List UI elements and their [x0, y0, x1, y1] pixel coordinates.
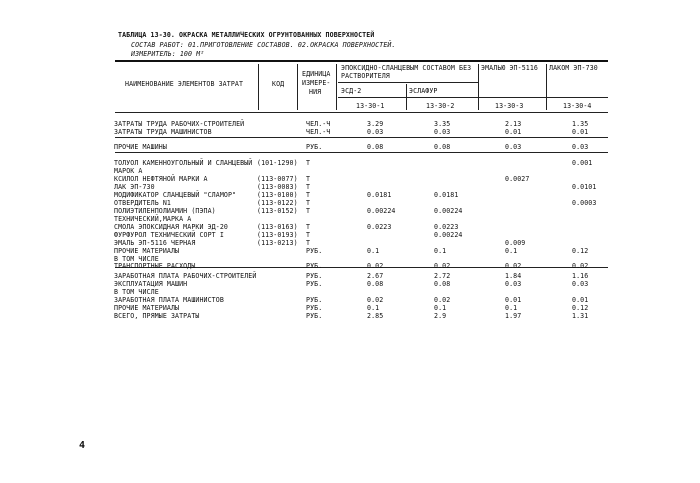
row-value: 0.1: [434, 304, 447, 312]
row-unit: РУБ.: [306, 280, 323, 288]
row-value: 1.35: [572, 120, 589, 128]
row-value: 0.001: [572, 159, 593, 167]
row-value: 2.13: [505, 120, 522, 128]
row-code: (113-0083): [257, 183, 298, 191]
row-value: 2.72: [434, 272, 451, 280]
row-unit: РУБ.: [306, 304, 323, 312]
row-name: ПРОЧИЕ МАТЕРИАЛЫ: [114, 247, 180, 255]
row-name: ЭМАЛЬ ЭП-5116 ЧЕРНАЯ: [114, 239, 196, 247]
code-header-2: 13-30-2: [426, 102, 455, 110]
code-column-header: КОД: [272, 80, 285, 88]
values-col-divider: [336, 64, 337, 110]
row-code: (113-0213): [257, 239, 298, 247]
row-value: 0.08: [367, 143, 384, 151]
row-name: ЗАРАБОТНАЯ ПЛАТА РАБОЧИХ-СТРОИТЕЛЕЙ: [114, 272, 257, 280]
row-name: ТЕХНИЧЕСКИЙ,МАРКА А: [114, 215, 192, 223]
row-value: 0.1: [505, 304, 518, 312]
code-header-1: 13-30-1: [356, 102, 385, 110]
row-value: 0.01: [572, 296, 589, 304]
section-separator: [115, 152, 608, 153]
row-value: 0.1: [434, 247, 447, 255]
row-code: (113-0100): [257, 191, 298, 199]
row-unit: Т: [306, 191, 311, 199]
row-unit: Т: [306, 231, 311, 239]
row-value: 3.29: [367, 120, 384, 128]
header-bottom-rule: [115, 112, 608, 113]
row-code: (101-1290): [257, 159, 298, 167]
header-mid-rule: [338, 97, 608, 98]
row-value: 0.0181: [434, 191, 459, 199]
row-name: МАРОК А: [114, 167, 143, 175]
row-code: (113-0193): [257, 231, 298, 239]
unit-column-header-1: ЕДИНИЦА: [302, 70, 331, 78]
row-name: ПРОЧИЕ МАТЕРИАЛЫ: [114, 304, 180, 312]
row-value: 1.31: [572, 312, 589, 320]
row-name: СМОЛА ЭПОКСИДНАЯ МАРКИ ЭД-20: [114, 223, 228, 231]
row-value: 0.1: [367, 247, 380, 255]
row-name: ОТВЕРДИТЕЛЬ N1: [114, 199, 171, 207]
row-name: В ТОМ ЧИСЛЕ: [114, 255, 159, 263]
row-value: 0.0101: [572, 183, 597, 191]
code-header-3: 13-30-3: [495, 102, 524, 110]
row-value: 0.01: [505, 128, 522, 136]
code-col-divider: [258, 64, 259, 110]
row-unit: ЧЕЛ.-Ч: [306, 128, 331, 136]
group3-header: ЛАКОМ ЭП-730: [549, 64, 598, 72]
row-value: 0.03: [572, 280, 589, 288]
row-value: 0.00224: [434, 231, 463, 239]
row-unit: Т: [306, 239, 311, 247]
row-code: (113-0122): [257, 199, 298, 207]
sub-header-eslafur: ЭСЛАФУР: [409, 87, 438, 95]
row-code: (113-0077): [257, 175, 298, 183]
row-value: 0.03: [434, 128, 451, 136]
row-value: 0.08: [434, 280, 451, 288]
group2-divider: [478, 64, 479, 110]
section-separator: [115, 137, 608, 138]
row-value: 1.97: [505, 312, 522, 320]
row-name: ФУРФУРОЛ ТЕХНИЧЕСКИЙ СОРТ I: [114, 231, 224, 239]
row-unit: РУБ.: [306, 272, 323, 280]
row-unit: РУБ.: [306, 247, 323, 255]
row-name: ТОЛУОЛ КАМЕННОУГОЛЬНЫЙ И СЛАНЦЕВЫЙ: [114, 159, 253, 167]
row-value: 0.02: [572, 262, 589, 270]
unit-column-header-3: НИЯ: [309, 88, 322, 96]
row-value: 3.35: [434, 120, 451, 128]
row-value: 1.84: [505, 272, 522, 280]
row-unit: Т: [306, 199, 311, 207]
group2-header: ЭМАЛЬЮ ЭП-5116: [481, 64, 538, 72]
row-name: ПРОЧИЕ МАШИНЫ: [114, 143, 167, 151]
row-unit: Т: [306, 175, 311, 183]
row-value: 0.0223: [434, 223, 459, 231]
row-unit: Т: [306, 159, 311, 167]
unit-col-divider: [297, 64, 298, 110]
row-value: 1.16: [572, 272, 589, 280]
row-unit: Т: [306, 183, 311, 191]
row-unit: Т: [306, 207, 311, 215]
row-value: 2.67: [367, 272, 384, 280]
row-value: 0.12: [572, 247, 589, 255]
header-top-rule: [115, 60, 608, 62]
row-value: 0.03: [505, 143, 522, 151]
row-value: 2.9: [434, 312, 447, 320]
group1-header: ЭПОКСИДНО-СЛАНЦЕВЫМ СОСТАВОМ БЕЗ: [341, 64, 472, 72]
row-code: (113-0163): [257, 223, 298, 231]
group3-divider: [546, 64, 547, 110]
row-unit: РУБ.: [306, 262, 323, 270]
row-unit: Т: [306, 223, 311, 231]
row-name: ЗАРАБОТНАЯ ПЛАТА МАШИНИСТОВ: [114, 296, 224, 304]
row-code: (113-0152): [257, 207, 298, 215]
row-name: ЭКСПЛУАТАЦИЯ МАШИН: [114, 280, 188, 288]
row-value: 0.08: [367, 280, 384, 288]
name-column-header: НАИМЕНОВАНИЕ ЭЛЕМЕНТОВ ЗАТРАТ: [125, 80, 244, 88]
row-name: МОДИФИКАТОР СЛАНЦЕВЫЙ "СЛАМОР": [114, 191, 237, 199]
row-value: 0.03: [505, 280, 522, 288]
row-value: 0.0181: [367, 191, 392, 199]
measure-unit: ИЗМЕРИТЕЛЬ: 100 М²: [131, 50, 205, 58]
row-value: 0.02: [367, 262, 384, 270]
row-name: ПОЛИЭТИЛЕНПОЛИАМИН (ПЭПА): [114, 207, 216, 215]
row-value: 0.03: [367, 128, 384, 136]
row-name: КСИЛОЛ НЕФТЯНОЙ МАРКИ А: [114, 175, 208, 183]
row-value: 0.1: [505, 247, 518, 255]
row-name: ЗАТРАТЫ ТРУДА РАБОЧИХ-СТРОИТЕЛЕЙ: [114, 120, 245, 128]
row-value: 0.03: [572, 143, 589, 151]
row-value: 0.01: [572, 128, 589, 136]
sub-col-divider: [406, 84, 407, 110]
row-value: 0.1: [367, 304, 380, 312]
row-value: 0.00224: [367, 207, 396, 215]
row-value: 0.08: [434, 143, 451, 151]
row-unit: РУБ.: [306, 143, 323, 151]
row-value: 0.00224: [434, 207, 463, 215]
row-value: 0.12: [572, 304, 589, 312]
group1-divider-rule: [338, 82, 478, 83]
row-value: 0.01: [505, 296, 522, 304]
unit-column-header-2: ИЗМЕРЕ-: [302, 79, 331, 87]
page-mark: 4: [79, 440, 86, 451]
work-composition: СОСТАВ РАБОТ: 01.ПРИГОТОВЛЕНИЕ СОСТАВОВ. 02.ОКРАСКА ПОВЕРХНОСТЕЙ.: [131, 41, 396, 49]
row-value: 0.02: [434, 262, 451, 270]
row-name: ЛАК ЭП-730: [114, 183, 155, 191]
row-unit: РУБ.: [306, 296, 323, 304]
row-unit: РУБ.: [306, 312, 323, 320]
group1-header-2: РАСТВОРИТЕЛЯ: [341, 72, 390, 80]
code-header-4: 13-30-4: [563, 102, 592, 110]
row-value: 0.02: [367, 296, 384, 304]
row-name: В ТОМ ЧИСЛЕ: [114, 288, 159, 296]
row-value: 0.02: [434, 296, 451, 304]
row-name: ТРАНСПОРТНЫЕ РАСХОДЫ: [114, 262, 196, 270]
row-name: ВСЕГО, ПРЯМЫЕ ЗАТРАТЫ: [114, 312, 200, 320]
row-value: 2.85: [367, 312, 384, 320]
row-value: 0.02: [505, 262, 522, 270]
row-name: ЗАТРАТЫ ТРУДА МАШИНИСТОВ: [114, 128, 212, 136]
row-value: 0.0223: [367, 223, 392, 231]
row-value: 0.009: [505, 239, 526, 247]
table-title: ТАБЛИЦА 13-30. ОКРАСКА МЕТАЛЛИЧЕСКИХ ОГРУНТОВАННЫХ ПОВЕРХНОСТЕЙ: [118, 31, 375, 39]
sub-header-esd2: ЭСД-2: [341, 87, 362, 95]
row-value: 0.0003: [572, 199, 597, 207]
row-value: 0.0027: [505, 175, 530, 183]
row-unit: ЧЕЛ.-Ч: [306, 120, 331, 128]
